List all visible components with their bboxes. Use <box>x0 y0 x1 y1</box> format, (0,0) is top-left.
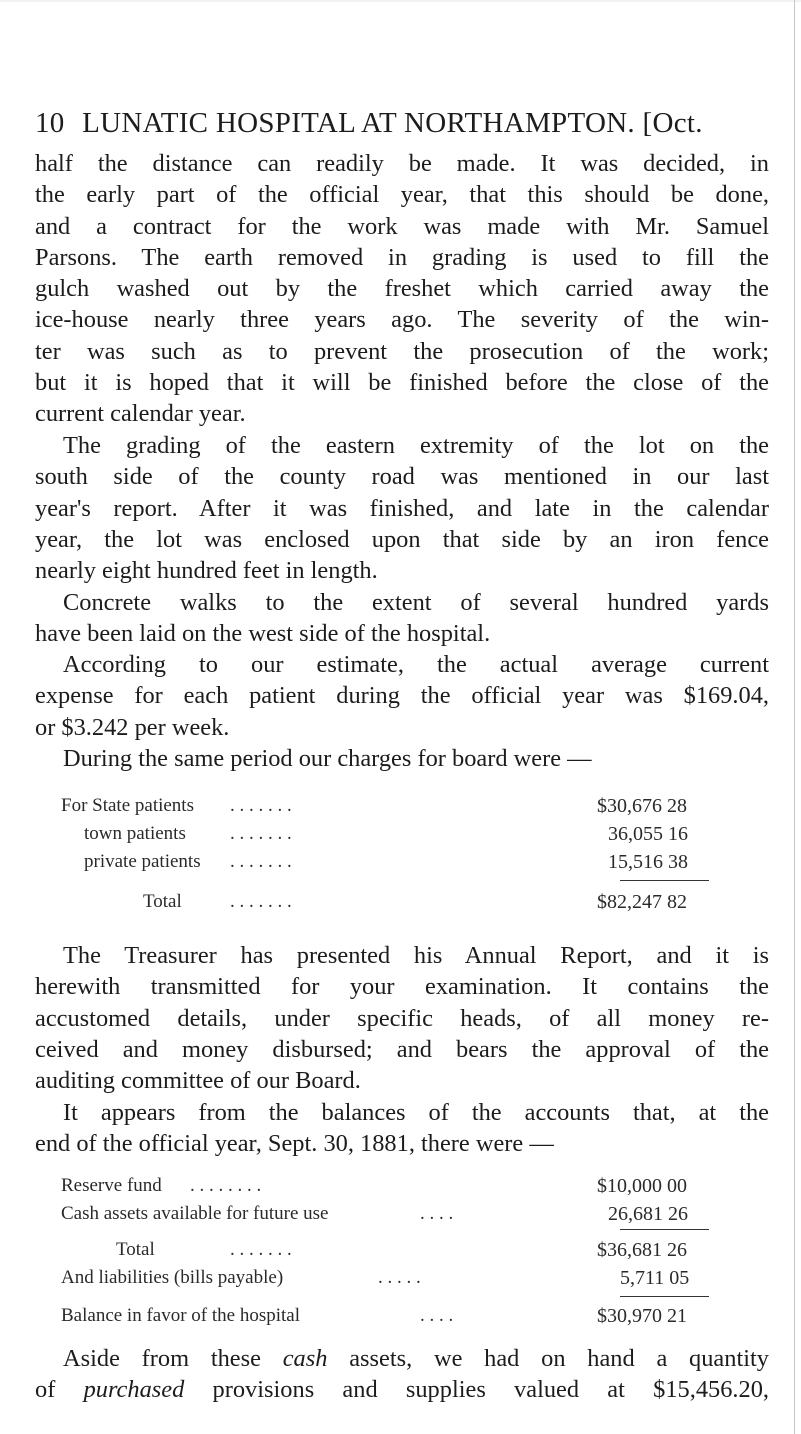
board-charges-table <box>0 792 801 876</box>
leader-dots: . . . . . . . . <box>190 1175 262 1196</box>
leader-dots: . . . . . . . <box>230 823 292 844</box>
italic-word: purchased <box>83 1376 185 1404</box>
subtotal-rule <box>620 1229 709 1230</box>
paragraph-purchased-provisions <box>35 1343 769 1406</box>
text-line: and a contract for the work was made with Mr. Samuel <box>35 212 769 240</box>
text-line: year, the lot was enclosed upon that side by an iron fence <box>35 525 769 553</box>
text-line: It appears from the balances of the accounts that, at the <box>63 1099 769 1126</box>
board-charges-total <box>0 888 801 916</box>
leader-dots: . . . . . . . <box>230 795 292 816</box>
text-line: have been laid on the west side of the hospital. <box>35 620 491 648</box>
text-line: According to our estimate, the actual average current <box>63 651 769 678</box>
paragraph-board-charges-intro <box>35 743 769 774</box>
row-amount: 15,516 38 <box>608 851 688 873</box>
row-amount: 36,055 16 <box>608 823 688 845</box>
row-label: Cash assets available for future use <box>61 1203 329 1224</box>
text-line: accustomed details, under specific heads, of all money re- <box>35 1004 769 1032</box>
text-fragment: provisions and supplies valued at $15,456.20, <box>212 1376 769 1404</box>
leader-dots: . . . . <box>420 1305 454 1326</box>
text-line: half the distance can readily be made. It was decided, in <box>35 150 769 177</box>
table-row <box>0 848 801 876</box>
text-line: south side of the county road was mentioned in our last <box>35 463 769 491</box>
text-line <box>35 1374 769 1405</box>
row-amount: $10,000 00 <box>597 1175 687 1197</box>
leader-dots: . . . . . . . <box>230 851 292 872</box>
text-line: end of the official year, Sept. 30, 1881, there were — <box>35 1130 554 1158</box>
text-fragment: assets, we had on hand a quantity <box>349 1345 769 1372</box>
text-line: expense for each patient during the official year was $169.04, <box>35 682 769 710</box>
leader-dots: . . . . . . . <box>230 891 292 912</box>
text-line: herewith transmitted for your examination. It contains the <box>35 973 769 1001</box>
paragraph-patient-expense <box>35 649 769 743</box>
leader-dots: . . . . . . . <box>230 1239 292 1260</box>
paragraph-grading-contract <box>35 148 769 430</box>
running-title: LUNATIC HOSPITAL AT NORTHAMPTON. <box>82 107 635 139</box>
paragraph-account-balances <box>35 1097 769 1160</box>
balance-rule <box>620 1296 709 1297</box>
text-line: During the same period our charges for board were — <box>63 745 592 772</box>
text-line: Parsons. The earth removed in grading is used to fill the <box>35 243 769 271</box>
text-fragment: Aside from these <box>63 1345 261 1372</box>
leader-dots: . . . . . <box>378 1267 421 1288</box>
table-row <box>0 1172 801 1200</box>
text-line: but it is hoped that it will be finished before the close of the <box>35 369 769 397</box>
table-row <box>0 1264 801 1292</box>
italic-word: cash <box>282 1345 328 1372</box>
text-line: Concrete walks to the extent of several hundred yards <box>63 589 769 616</box>
page-header <box>35 106 770 140</box>
table-row <box>0 1200 801 1228</box>
total-amount: $82,247 82 <box>597 891 687 913</box>
text-line: ceived and money disbursed; and bears the approval of the <box>35 1035 769 1063</box>
text-line: gulch washed out by the freshet which carried away the <box>35 275 769 303</box>
row-label: For State patients <box>61 795 194 816</box>
text-line: nearly eight hundred feet in length. <box>35 557 378 585</box>
table-row <box>0 1236 801 1264</box>
row-amount: 5,711 05 <box>620 1267 690 1289</box>
text-line: the early part of the official year, that this should be done, <box>35 181 769 209</box>
paragraph-concrete-walks <box>35 587 769 650</box>
text-line: The Treasurer has presented his Annual Report, and it is <box>63 942 769 969</box>
text-line: year's report. After it was finished, and late in the calendar <box>35 494 769 522</box>
balances-table <box>0 1172 801 1228</box>
text-line: The grading of the eastern extremity of the lot on the <box>63 432 769 459</box>
text-line: current calendar year. <box>35 400 246 428</box>
running-date: [Oct. <box>642 107 703 139</box>
page-number: 10 <box>35 107 65 139</box>
paragraph-treasurer-report <box>35 940 769 1096</box>
balances-final <box>0 1302 801 1330</box>
text-line: ice-house nearly three years ago. The severity of the win- <box>35 306 769 334</box>
row-label: Balance in favor of the hospital <box>61 1305 301 1326</box>
scan-top-shade <box>0 0 801 2</box>
text-line: ter was such as to prevent the prosecution of the work; <box>35 337 769 365</box>
total-rule <box>620 880 709 881</box>
leader-dots: . . . . <box>420 1203 454 1224</box>
row-label: town patients <box>84 823 186 844</box>
row-amount: $36,681 26 <box>597 1239 687 1261</box>
balances-subtotal <box>0 1236 801 1292</box>
row-amount: $30,970 21 <box>597 1305 687 1327</box>
text-fragment: of <box>35 1376 56 1404</box>
row-label: private patients <box>84 851 201 872</box>
paragraph-iron-fence <box>35 430 769 586</box>
text-line: or $3.242 per week. <box>35 713 230 741</box>
row-label: And liabilities (bills payable) <box>61 1267 284 1288</box>
row-amount: $30,676 28 <box>597 795 687 817</box>
row-label: Reserve fund <box>61 1175 162 1196</box>
table-row <box>0 1302 801 1330</box>
total-label: Total <box>143 891 182 912</box>
table-row <box>0 820 801 848</box>
table-row <box>0 792 801 820</box>
row-amount: 26,681 26 <box>608 1203 688 1225</box>
text-line <box>35 1343 769 1374</box>
row-label: Total <box>116 1239 155 1260</box>
text-line: auditing committee of our Board. <box>35 1067 361 1095</box>
total-row <box>0 888 801 916</box>
